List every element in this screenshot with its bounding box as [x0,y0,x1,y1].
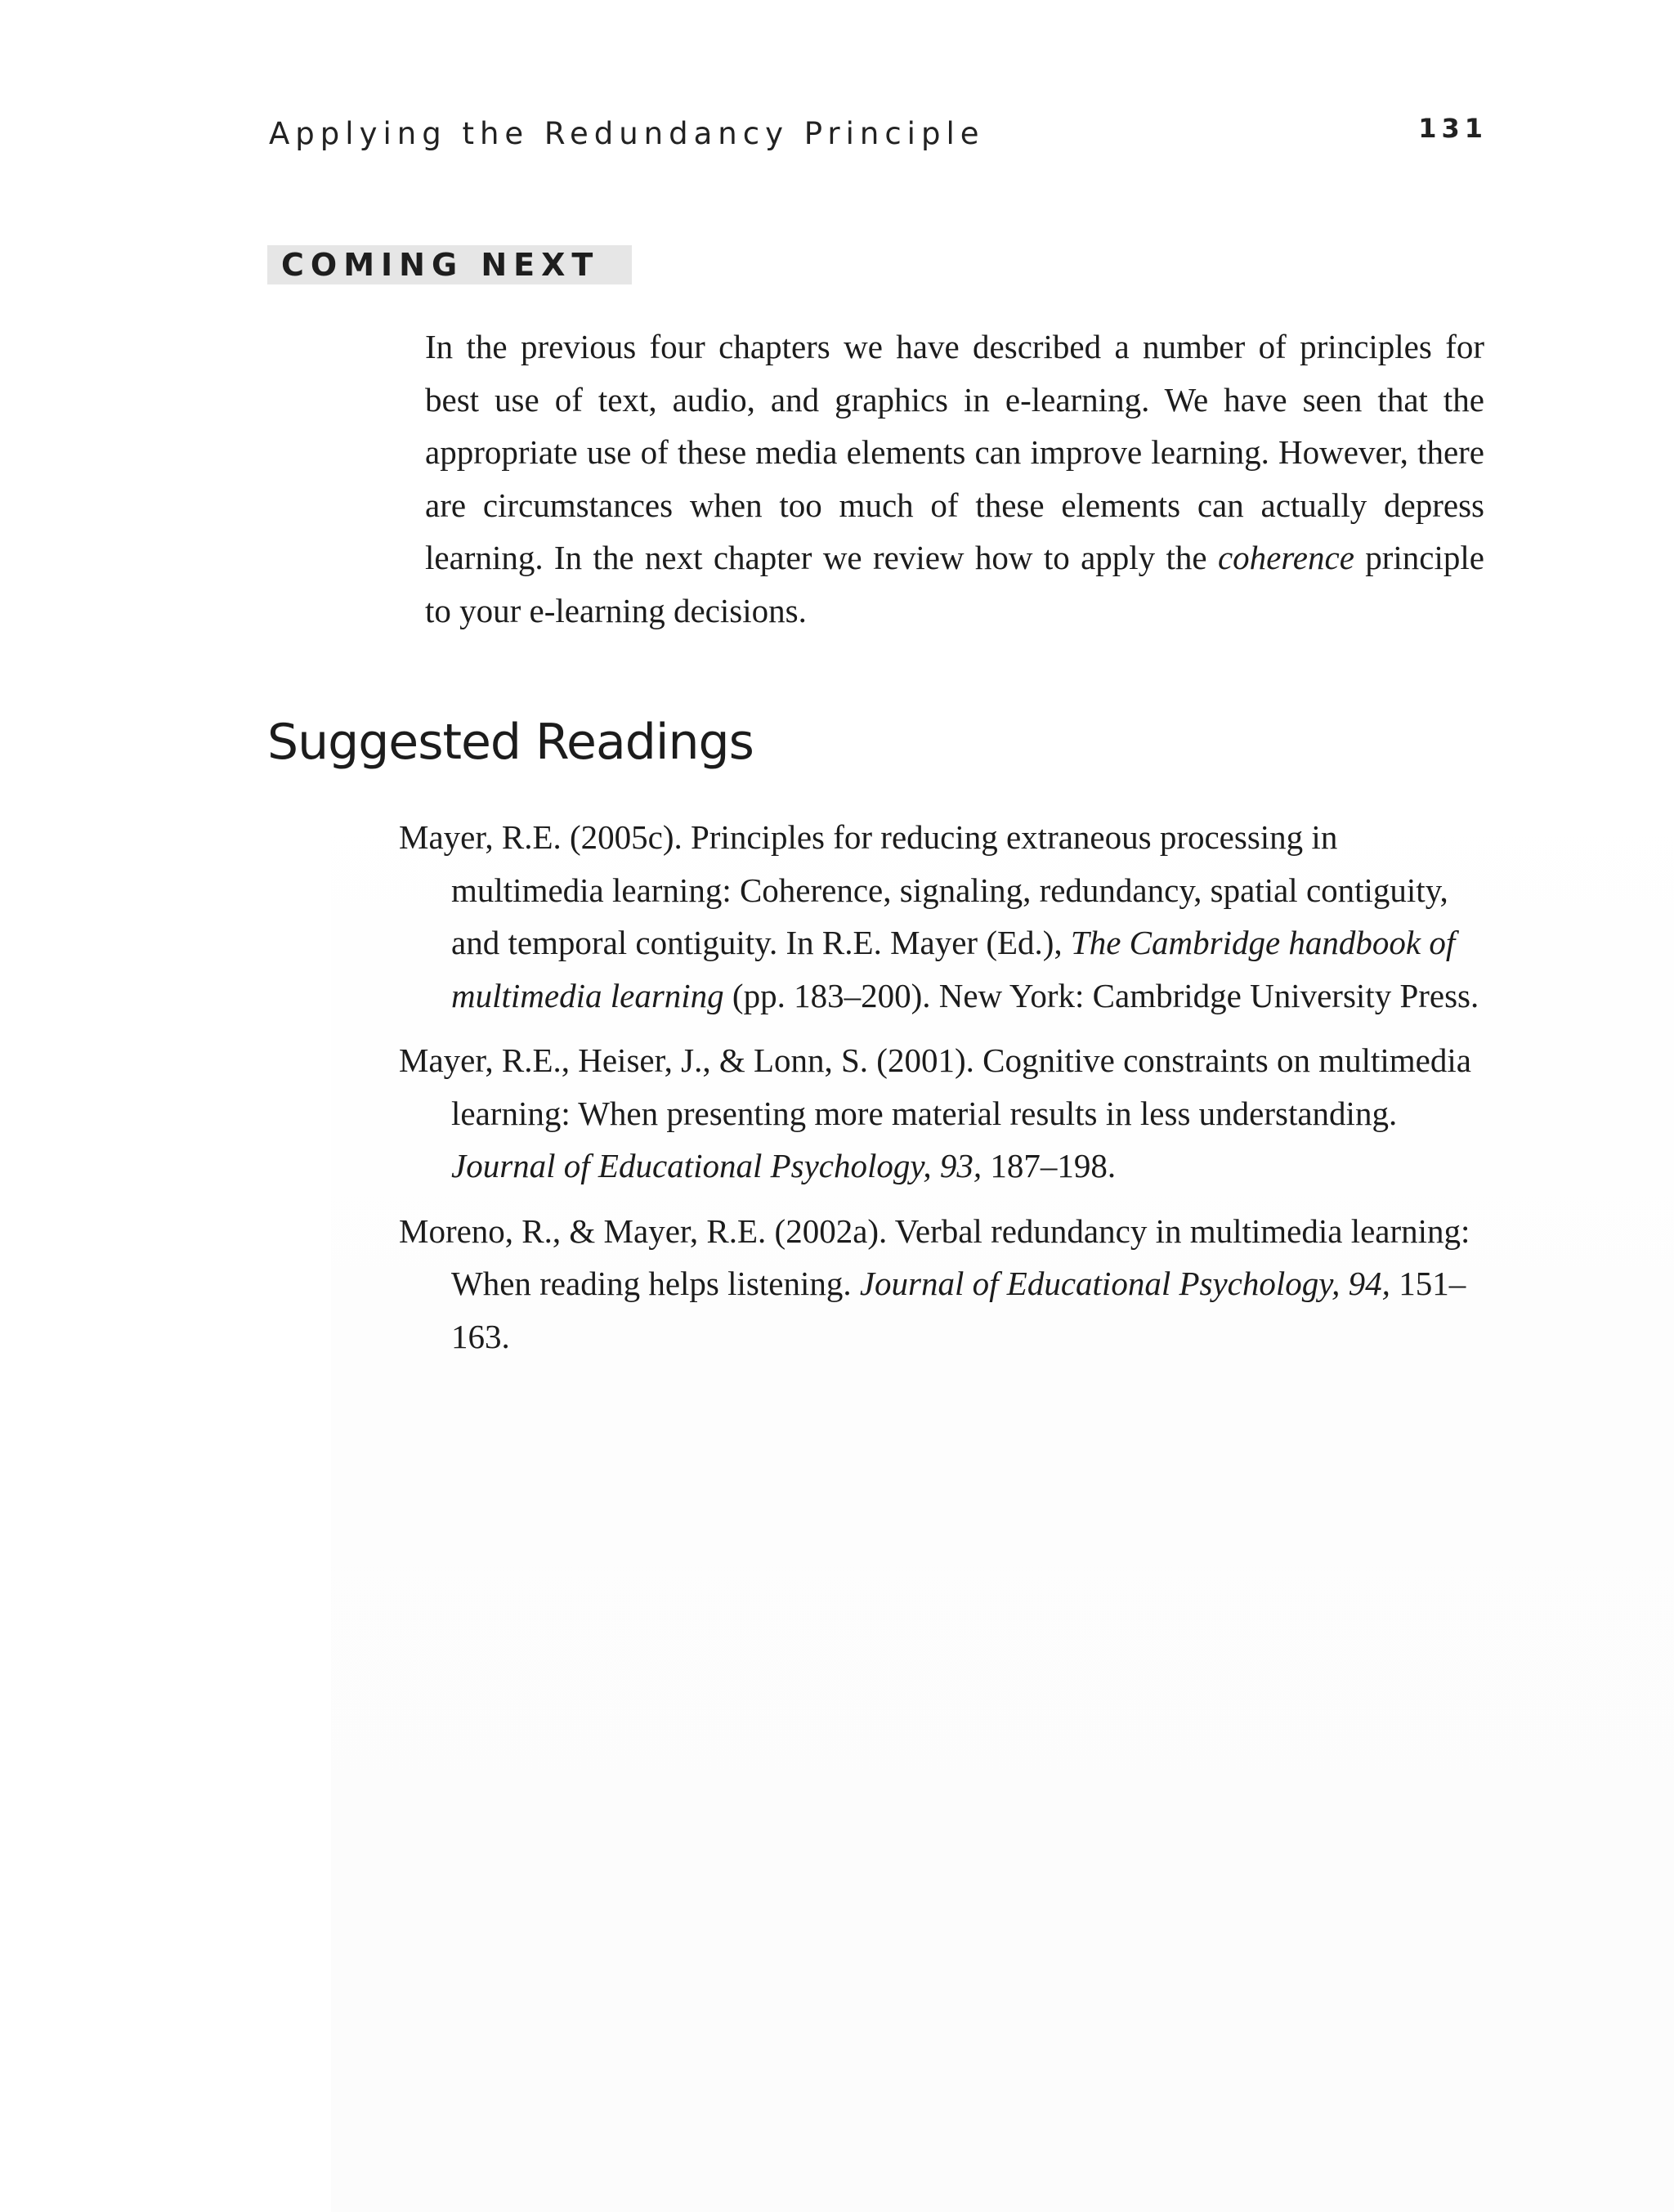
coming-next-emphasis: coherence [1217,539,1354,576]
reading-citation-tail: (pp. 183–200). New York: Cambridge University Press. [723,976,1479,1014]
coming-next-label: COMING NEXT [281,247,600,283]
reading-citation-text: Mayer, R.E. (2005c). Principles for reducing extraneous processing in multimedia learning: Coherence, signaling, redundancy, spatial contiguity, and temporal contiguity. In R.E. Mayer (Ed.), [399,818,1448,961]
page-number: 131 [1418,113,1488,144]
reading-entry [399,1034,1498,1193]
reading-citation-tail: 151–163. [451,1265,1466,1355]
coming-next-text-end: principle to your e-learning decisions. [425,539,1484,629]
suggested-readings-heading: Suggested Readings [267,714,754,771]
reading-journal: Journal of Educational Psychology, 93, [451,1147,982,1184]
reading-citation-tail: 187–198. [982,1147,1117,1184]
reading-citation-text: Mayer, R.E., Heiser, J., & Lonn, S. (2001). Cognitive constraints on multimedia learning: When presenting more material results in less understanding. [399,1041,1471,1132]
coming-next-paragraph [425,320,1484,637]
reading-journal: Journal of Educational Psychology, 94, [859,1265,1390,1302]
reading-entry [399,811,1498,1022]
running-head: Applying the Redundancy Principle [269,116,985,151]
coming-next-banner [267,245,632,284]
reading-list [399,811,1498,1375]
reading-entry [399,1205,1498,1363]
coming-next-text-start: In the previous four chapters we have described a number of principles for best use of text, audio, and graphics in e-learning. We have seen that the appropriate use of these media elements can improve learning. However, there are circumstances when too much of these elements can actually depress learning. In the next chapter we review how to apply the [425,328,1484,576]
reading-title: The Cambridge handbook of multimedia learning [451,924,1456,1014]
reading-citation-text: Moreno, R., & Mayer, R.E. (2002a). Verbal redundancy in multimedia learning: When reading helps listening. [399,1211,1470,1302]
